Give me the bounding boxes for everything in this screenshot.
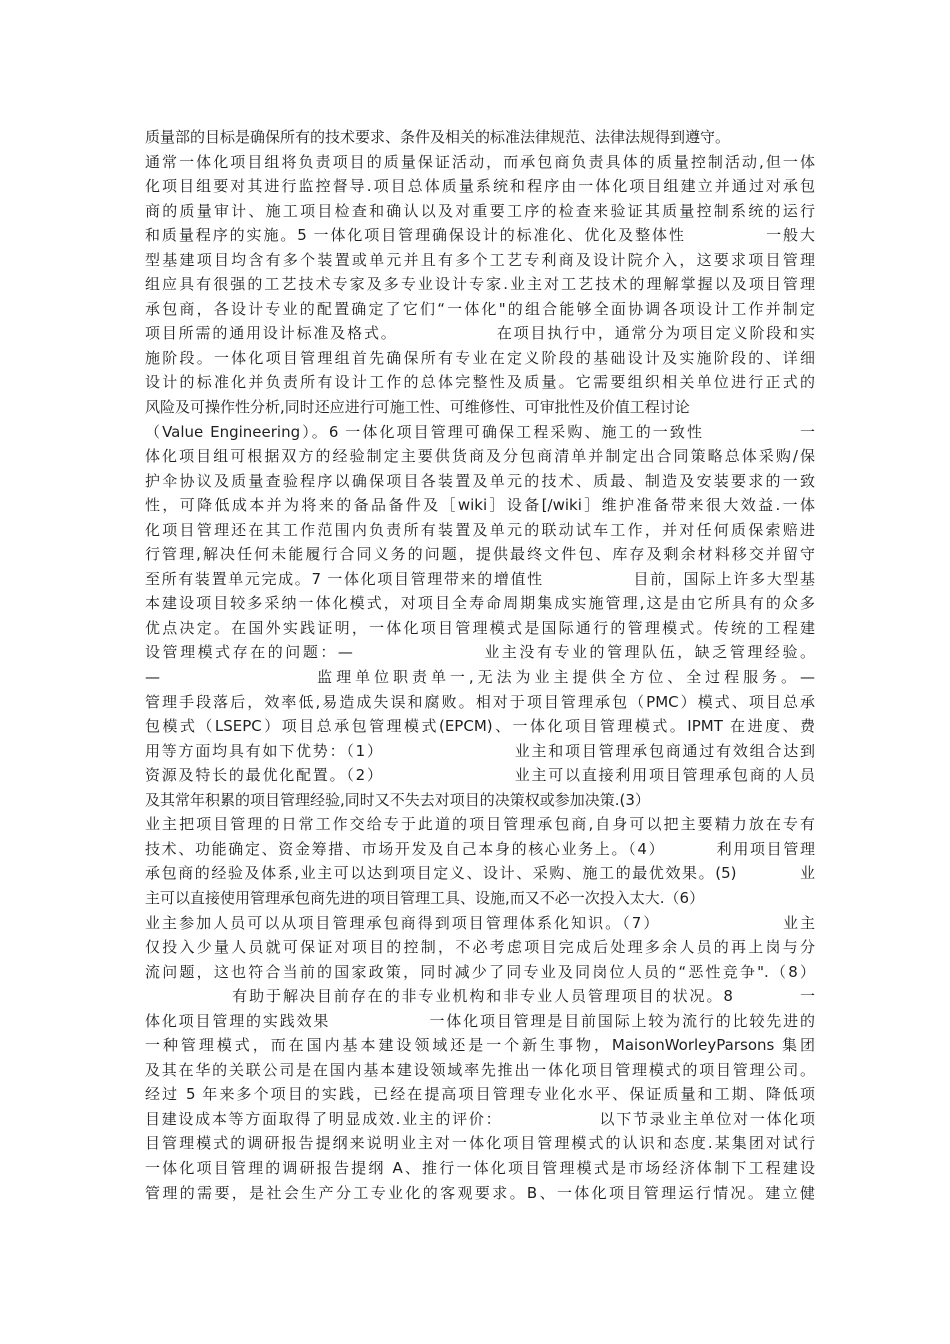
text-line: 资源及特长的最优化配置。（2） 业主可以直接利用项目管理承包商的人员 bbox=[145, 766, 815, 785]
text-line: 及其在华的关联公司是在国内基本建设领域率先推出一体化项目管理模式的项目管理公司。 bbox=[145, 1060, 815, 1079]
text-line: 管理的需要，是社会生产分工专业化的客观要求。B、一体化项目管理运行情况。建立健 bbox=[145, 1183, 815, 1202]
text-line: 目建设成本等方面取得了明显成效.业主的评价： 以下节录业主单位对一体化项 bbox=[145, 1109, 815, 1128]
text-line: 风险及可操作性分析,同时还应进行可施工性、可维修性、可审批性及价值工程讨论 bbox=[145, 398, 690, 417]
text-line: 和质量程序的实施。5 一体化项目管理确保设计的标准化、优化及整体性 一般大 bbox=[145, 226, 815, 245]
text-line: 商的质量审计、施工项目检查和确认以及对重要工序的检查来验证其质量控制系统的运行 bbox=[145, 201, 815, 220]
text-line: 用等方面均具有如下优势：（1） 业主和项目管理承包商通过有效组合达到 bbox=[145, 741, 815, 760]
text-line: 及其常年积累的项目管理经验,同时又不失去对项目的决策权或参加决策.(3） bbox=[145, 790, 650, 809]
text-line: 包模式（LSEPC）项目总承包管理模式(EPCM)、一体化项目管理模式。IPMT 在进度、费 bbox=[145, 717, 815, 736]
text-line: （Value Engineering）。6 一体化项目管理可确保工程采购、施工的一致性 一 bbox=[145, 422, 815, 441]
text-line: 技术、功能确定、资金筹措、市场开发及自己本身的核心业务上。（4） 利用项目管理 bbox=[145, 839, 815, 858]
text-line: 经过 5 年来多个项目的实践，已经在提高项目管理专业化水平、保证质量和工期、降低项 bbox=[145, 1085, 815, 1104]
text-line: 业主参加人员可以从项目管理承包商得到项目管理体系化知识。（7） 业主 bbox=[145, 913, 815, 932]
text-line: 体化项目组可根据双方的经验制定主要供货商及分包商清单并制定出合同策略总体采购/保 bbox=[145, 447, 815, 466]
text-line: 行管理,解决任何未能履行合同义务的问题，提供最终文件包、库存及剩余材料移交并留守 bbox=[145, 545, 815, 564]
text-line: 流问题，这也符合当前的国家政策，同时减少了同专业及同岗位人员的“恶性竞争".（8） bbox=[145, 962, 815, 981]
text-line: 目管理模式的调研报告提纲来说明业主对一体化项目管理模式的认识和态度.某集团对试行 bbox=[145, 1134, 815, 1153]
text-line: 一种管理模式，而在国内基本建设领域还是一个新生事物，MaisonWorleyParsons 集团 bbox=[145, 1036, 815, 1055]
text-line: 一体化项目管理的调研报告提纲 A、推行一体化项目管理模式是市场经济体制下工程建设 bbox=[145, 1158, 815, 1177]
text-line: 主可以直接使用管理承包商先进的项目管理工具、设施,而又不必一次投入太大.（6） bbox=[145, 888, 705, 907]
text-line: 承包商，各设计专业的配置确定了它们“一体化"的组合能够全面协调各项设计工作并制定 bbox=[145, 299, 815, 318]
text-line: 设计的标准化并负责所有设计工作的总体完整性及质量。它需要组织相关单位进行正式的 bbox=[145, 373, 815, 392]
text-line: 业主把项目管理的日常工作交给专于此道的项目管理承包商,自身可以把主要精力放在专有 bbox=[145, 815, 815, 834]
text-line: 型基建项目均含有多个装置或单元并且有多个工艺专利商及设计院介入，这要求项目管理 bbox=[145, 250, 815, 269]
text-line: 化项目管理还在其工作范围内负责所有装置及单元的联动试车工作，并对任何质保索赔进 bbox=[145, 520, 815, 539]
text-line: 体化项目管理的实践效果 一体化项目管理是目前国际上较为流行的比较先进的 bbox=[145, 1011, 815, 1030]
text-line: 施阶段。一体化项目管理组首先确保所有专业在定义阶段的基础设计及实施阶段的、详细 bbox=[145, 348, 815, 367]
text-line: 组应具有很强的工艺技术专家及多专业设计专家.业主对工艺技术的理解掌握以及项目管理 bbox=[145, 275, 815, 294]
text-line: 至所有装置单元完成。7 一体化项目管理带来的增值性 目前，国际上许多大型基 bbox=[145, 569, 815, 588]
text-line: 项目所需的通用设计标准及格式。 在项目执行中，通常分为项目定义阶段和实 bbox=[145, 324, 815, 343]
text-line: 化项目组要对其进行监控督导.项目总体质量系统和程序由一体化项目组建立并通过对承包 bbox=[145, 177, 815, 196]
text-line: 优点决定。在国外实践证明，一体化项目管理模式是国际通行的管理模式。传统的工程建 bbox=[145, 618, 815, 637]
text-line: 管理手段落后，效率低,易造成失误和腐败。相对于项目管理承包（PMC）模式、项目总承 bbox=[145, 692, 815, 711]
text-line: 承包商的经验及体系,业主可以达到项目定义、设计、采购、施工的最优效果。(5) 业 bbox=[145, 864, 815, 883]
text-line: — 监理单位职责单一,无法为业主提供全方位、全过程服务。— bbox=[145, 668, 815, 687]
text-line: 性，可降低成本并为将来的备品备件及［wiki］设备[/wiki］维护准备带来很大效益.一体 bbox=[145, 496, 815, 515]
document-page bbox=[145, 125, 815, 1205]
text-line: 通常一体化项目组将负责项目的质量保证活动，而承包商负责具体的质量控制活动,但一体 bbox=[145, 152, 815, 171]
text-line: 仅投入少量人员就可保证对项目的控制，不必考虑项目完成后处理多余人员的再上岗与分 bbox=[145, 938, 815, 957]
text-line: 护伞协议及质量查验程序以确保项目各装置及单元的技术、质最、制造及安装要求的一致 bbox=[145, 471, 815, 490]
text-line: 有助于解决目前存在的非专业机构和非专业人员管理项目的状况。8 一 bbox=[145, 987, 815, 1006]
text-line: 本建设项目较多采纳一体化模式，对项目全寿命周期集成实施管理,这是由它所具有的众多 bbox=[145, 594, 815, 613]
text-line: 设管理模式存在的问题：— 业主没有专业的管理队伍，缺乏管理经验。 bbox=[145, 643, 815, 662]
text-line: 质量部的目标是确保所有的技术要求、条件及相关的标准法律规范、法律法规得到遵守。 bbox=[145, 128, 731, 146]
